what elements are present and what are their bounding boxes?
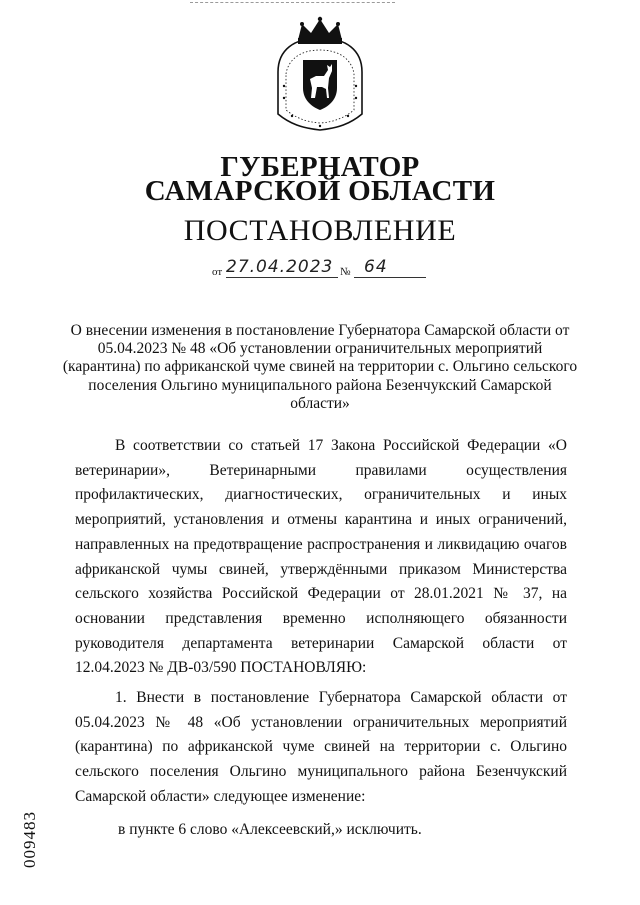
number-label: №: [340, 266, 351, 278]
registration-side-number: 009483: [20, 811, 39, 868]
authority-title-line1: ГУБЕРНАТОР: [220, 151, 420, 183]
samara-coat-of-arms-icon: [272, 16, 368, 132]
date-number-line: [212, 259, 432, 281]
document-subject: О внесении изменения в постановление Губернатора Самарской области от 05.04.2023 № 48 «Об установлении ограничительных мероприятий (карантина) по африканской чуме свиней на территории с. Ольгино сельского поселения Ольгино муниципального района Безенчукский Самарской области»: [62, 322, 578, 412]
date-underline: [226, 277, 338, 278]
handwritten-date: 27.04.2023: [226, 257, 334, 277]
item-1-detail-paragraph: в пункте 6 слово «Алексеевский,» исключить.: [118, 821, 422, 838]
preamble-paragraph: В соответствии со статьей 17 Закона Российской Федерации «О ветеринарии», Ветеринарными правилами осуществления профилактических, диагностических, ограничительных и иных мероприятий, установления и отмены карантина и иных ограничений, направленных на предотвращение распространения и ликвидацию очагов африканской чумы свиней, утверждёнными приказом Министерства сельского хозяйства Российской Федерации от 28.01.2021 № 37, на основании представления временно исполняющего обязанности руководителя департамента ветеринарии Самарской области от 12.04.2023 № ДВ-03/590 ПОСТАНОВЛЯЮ:: [75, 437, 567, 677]
handwritten-number: 64: [364, 257, 388, 277]
top-dashed-rule: [190, 2, 395, 3]
number-underline: [354, 277, 426, 278]
date-from-label: от: [212, 266, 223, 278]
item-1-paragraph: 1. Внести в постановление Губернатора Самарской области от 05.04.2023 № 48 «Об установлении ограничительных мероприятий (карантина) по африканской чуме свиней на территории с. Ольгино сельского поселения Ольгино муниципального района Безенчукский Самарской области» следующее изменение:: [75, 689, 567, 805]
document-type-heading: ПОСТАНОВЛЕНИЕ: [183, 214, 457, 247]
authority-title-line2: САМАРСКОЙ ОБЛАСТИ: [144, 175, 496, 207]
